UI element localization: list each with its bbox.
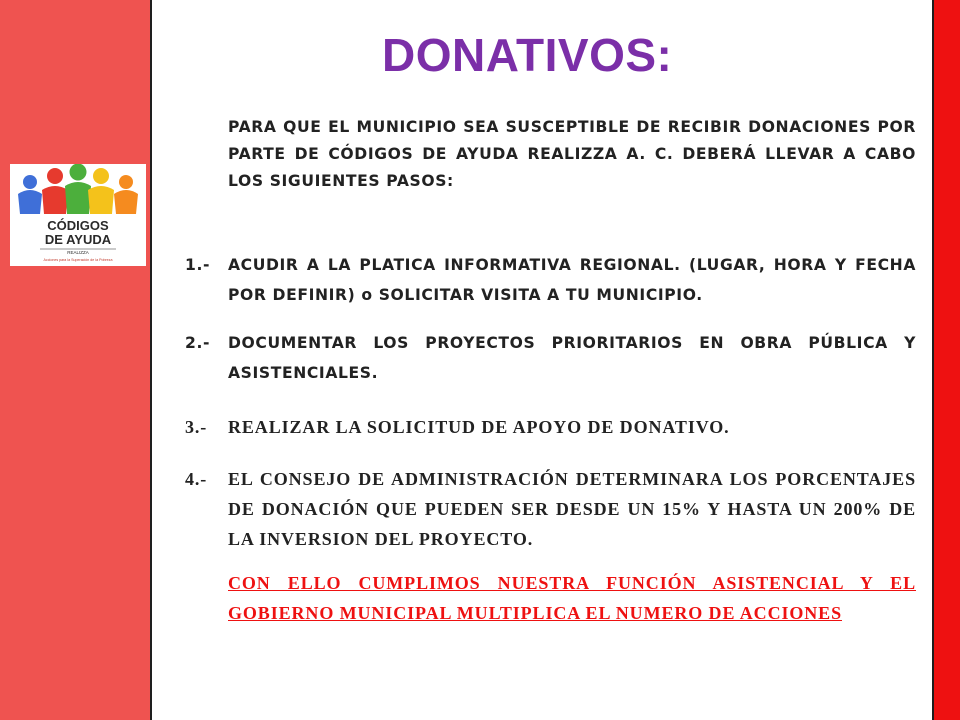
left-color-bar: [0, 0, 152, 720]
step-number: 2.-: [185, 334, 211, 352]
step-text: EL CONSEJO DE ADMINISTRACIÓN DETERMINARA LOS PORCENTAJES DE DONACIÓN QUE PUEDEN SER DESDE UN 15% Y HASTA UN 200% DE LA INVERSION DEL PROYECTO.: [228, 469, 916, 549]
codigos-de-ayuda-logo: [10, 164, 146, 266]
step-3: [185, 412, 916, 442]
step-number: 1.-: [185, 256, 211, 274]
logo-line1: CÓDIGOS: [47, 218, 109, 233]
logo-line2: DE AYUDA: [44, 232, 112, 247]
closing-statement: CON ELLO CUMPLIMOS NUESTRA FUNCIÓN ASISTENCIAL Y EL GOBIERNO MUNICIPAL MULTIPLICA EL NUMERO DE ACCIONES: [228, 573, 916, 623]
step-number: 3.-: [185, 417, 208, 437]
logo-people-icon: [10, 164, 146, 266]
page-title: DONATIVOS:: [382, 29, 673, 81]
step-text: ACUDIR A LA PLATICA INFORMATIVA REGIONAL. (LUGAR, HORA Y FECHA POR DEFINIR) o SOLICITAR VISITA A TU MUNICIPIO.: [228, 256, 916, 304]
step-2: [185, 328, 916, 388]
logo-tagline: Acciones para la Superación de la Pobreza: [43, 258, 113, 262]
step-1: [185, 250, 916, 310]
intro-paragraph: PARA QUE EL MUNICIPIO SEA SUSCEPTIBLE DE RECIBIR DONACIONES POR PARTE DE CÓDIGOS DE AYUDA REALIZZA A. C. DEBERÁ LLEVAR A CABO LOS SIGUIENTES PASOS:: [228, 118, 916, 190]
step-text: REALIZAR LA SOLICITUD DE APOYO DE DONATIVO.: [228, 417, 730, 437]
step-text: DOCUMENTAR LOS PROYECTOS PRIORITARIOS EN OBRA PÚBLICA Y ASISTENCIALES.: [228, 334, 916, 382]
logo-line3: REALIZZA: [67, 250, 89, 255]
right-color-bar: [932, 0, 960, 720]
step-number: 4.-: [185, 469, 208, 489]
step-4: [185, 464, 916, 554]
